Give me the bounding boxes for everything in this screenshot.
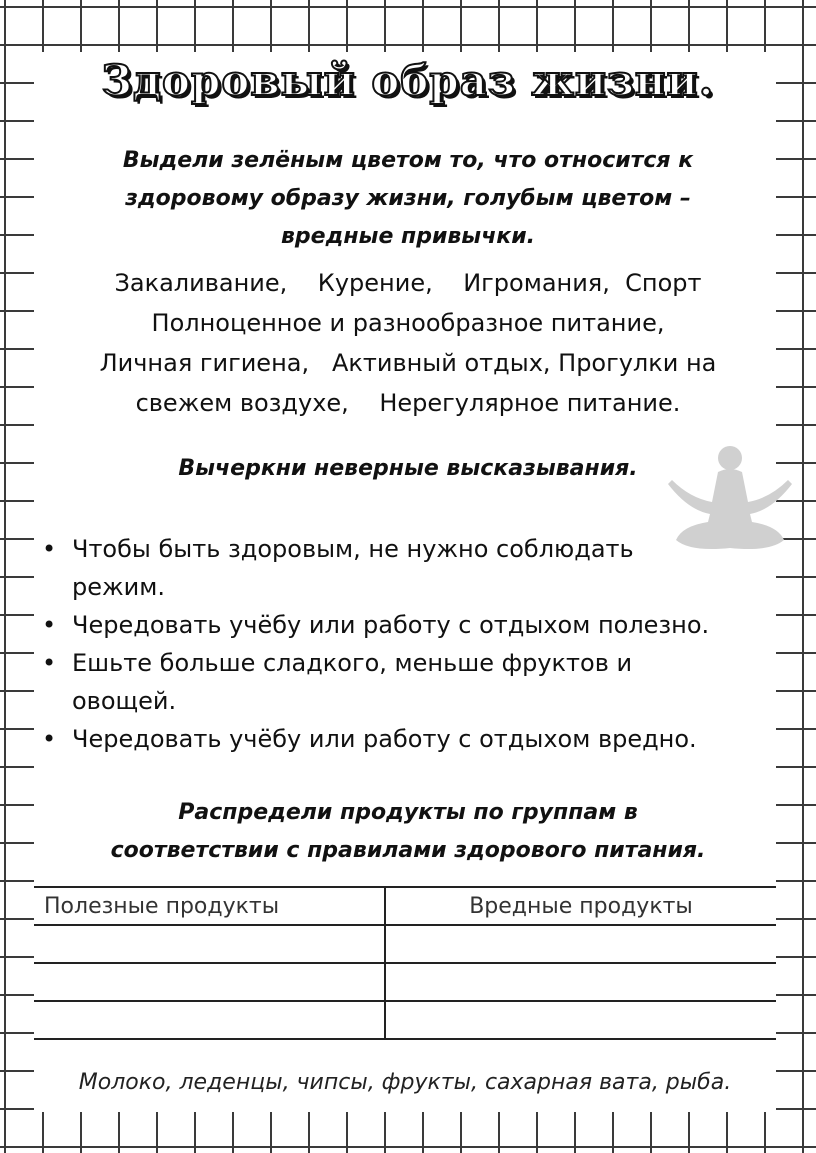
table-row [34,925,776,963]
statement-text: Чтобы быть здоровым, не нужно соблюдать режим. [72,535,634,601]
statement-text: Ешьте больше сладкого, меньше фруктов и овощей. [72,649,633,715]
table-cell[interactable] [385,963,776,1001]
table-row [34,1001,776,1039]
statement-text: Чередовать учёбу или работу с отдыхом вредно. [72,725,697,753]
bullet-dot-icon: • [42,725,57,753]
task1-terms-line-1: Закаливание, Курение, Игромания, Спорт [114,269,702,297]
table-cell[interactable] [34,963,385,1001]
statements-list [38,530,778,758]
page-title: Здоровый образ жизни. [101,56,715,105]
column-header-harmful: Вредные продукты [385,887,776,925]
products-table [34,886,776,1040]
statement-text: Чередовать учёбу или работу с отдыхом полезно. [72,611,710,639]
products-list: Молоко, леденцы, чипсы, фрукты, сахарная вата, рыба. [78,1070,732,1095]
task3-instruction-line-2: соответствии с правилами здорового питания. [110,838,706,863]
table-cell[interactable] [34,925,385,963]
task1-terms-line-4: свежем воздухе, Нерегулярное питание. [135,389,681,417]
task1-instruction-line-1: Выдели зелёным цветом то, что относится к [122,148,694,173]
bullet-dot-icon: • [42,649,57,677]
table-cell[interactable] [34,1001,385,1039]
statement-item [38,530,712,606]
table-header-row [34,887,776,925]
table-row [34,963,776,1001]
table-cell[interactable] [385,1001,776,1039]
statement-item [38,644,712,720]
task1-terms-line-2: Полноценное и разнообразное питание, [151,309,665,337]
table-cell[interactable] [385,925,776,963]
statement-item [38,720,778,758]
task1-instruction-line-3: вредные привычки. [280,224,536,249]
statement-item [38,606,778,644]
task3-instruction-line-1: Распредели продукты по группам в [178,800,638,825]
bullet-dot-icon: • [42,535,57,563]
task1-instruction-line-2: здоровому образу жизни, голубым цветом – [125,186,691,211]
bullet-dot-icon: • [42,611,57,639]
column-header-healthy: Полезные продукты [34,887,385,925]
task2-instruction: Вычеркни неверные высказывания. [178,456,638,481]
task1-terms-line-3: Личная гигиена, Активный отдых, Прогулки на [99,349,717,377]
